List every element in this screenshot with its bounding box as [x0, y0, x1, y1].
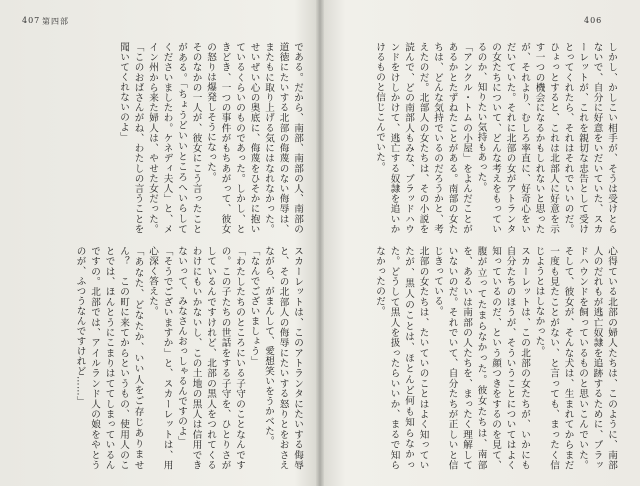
- paragraph: そのなかの一人が、彼女にこう言ったことがある。「ちょうどいいところへいらしてくださいましたわ。ケネディ夫人」と、メイン州から来た婦人は、やせた女だった。「このおばさんがね、わたしの言うことを聞いてくれないのよ」: [118, 42, 202, 234]
- right-page-top-text: [334, 42, 618, 234]
- left-page-number: 407: [22, 16, 41, 25]
- book-gutter: [316, 0, 324, 486]
- paragraph: しかし、かしこい相手が、そうは受けとらないで、自分に好意をいだいていた、スカーレットが、これを親切な忠告として受けとってくれたら、それはそれでいいのだ。ひょっとすると、これは北部人に好意を示す一つの機会になるかもしれないと思ったが、それより、むしろ率直に、好奇心をいだいていた。それに北部の女がアトランタの女たちについて、どんな考えをもっているのか、知りたい気持もあった。: [475, 42, 617, 234]
- left-chapter-heading: 第四部: [42, 17, 69, 26]
- paragraph: 「わたしたちのところにいる子守のことなんですの。この子たちの世話をする子守を、ひとりさがしているんですけれど、北部の黒人をつれてくるわけにもいかないし、この土地の黒人は信用できないって、みなさんおっしゃるんですのよ」: [176, 246, 245, 470]
- paragraph: 「あなた、どなたか、いい人をご存じありません？ この町に来てからというもの、使用人のことでは、ほんとうにこまりはててしまっているんですの。北部では、アイルランド人の娘をやとうのが、ふつうなんですけれど……」: [74, 246, 144, 470]
- paragraph: 「そうでございますか」と、スカーレットは、用心深く答えた。: [147, 246, 173, 470]
- paragraph: 北部の女たちは、たいていのことはよく知っていたが、黒人のことは、ほとんど何も知らなかった。どうして黒人を扱ったらいいか、まるで知らなかったのだ。: [374, 246, 429, 470]
- left-page-top-text: [22, 42, 304, 234]
- right-page-bottom-text: [334, 246, 618, 470]
- paragraph: スカーレットは、このアトランタにたいする侮辱と、その北部人の侮辱にたいする怒りとをおさえながら、がまんして、愛想笑いをうかべた。: [263, 246, 303, 470]
- paragraph: 「アンクル・トムの小屋」をよんだことがあるかとたずねたことがある。南部の女たちは、どんな気持でいるのだろうかと、考えたのだ。北部人の女たちは、その小説を読んで、どの南部人もみな、ブラッドハウンドをけしかけて、逃亡する奴隷を追いかけるものと信じこんでいた。: [374, 42, 472, 234]
- left-page-bottom-text: [22, 246, 304, 470]
- paragraph: 心得ている北部の婦人たちは、このように、南部人のだれもが逃亡奴隷を追跡するために、ブラッドハウンドを飼っているものと思いこんでいた。そして、彼女が、そんな犬は、生まれてからまだ一度も見たことがない、と言っても、まったく信じようとはしなかった。: [533, 246, 617, 470]
- paragraph: である。だから、南部、南部の人、南部の道徳にたいする北部の侮蔑のない侮辱は、またもに取り上げる気にはなれなかった。せいぜい心の奥底に、侮蔑をひそかに抱いているくらいのものであった。しかし、ときどき、一つの事件がもちあがって、彼女の怒りは爆発しそうになった。: [205, 42, 303, 234]
- right-page-number: 406: [584, 16, 603, 25]
- paragraph: スカーレットは、この北部の女たちが、いかにも自分たちのほうが、そういうことについてはよく知っているのだ、という顔つきをするのを見て、腹が立ってたまらなかった。彼女たちは、南部を、あるいは南部の人たちを、まったく理解していないのだ。それでいて、自分たちが正しいと信じきっている。: [432, 246, 530, 470]
- paragraph: 「なんでございましょう」: [248, 246, 260, 366]
